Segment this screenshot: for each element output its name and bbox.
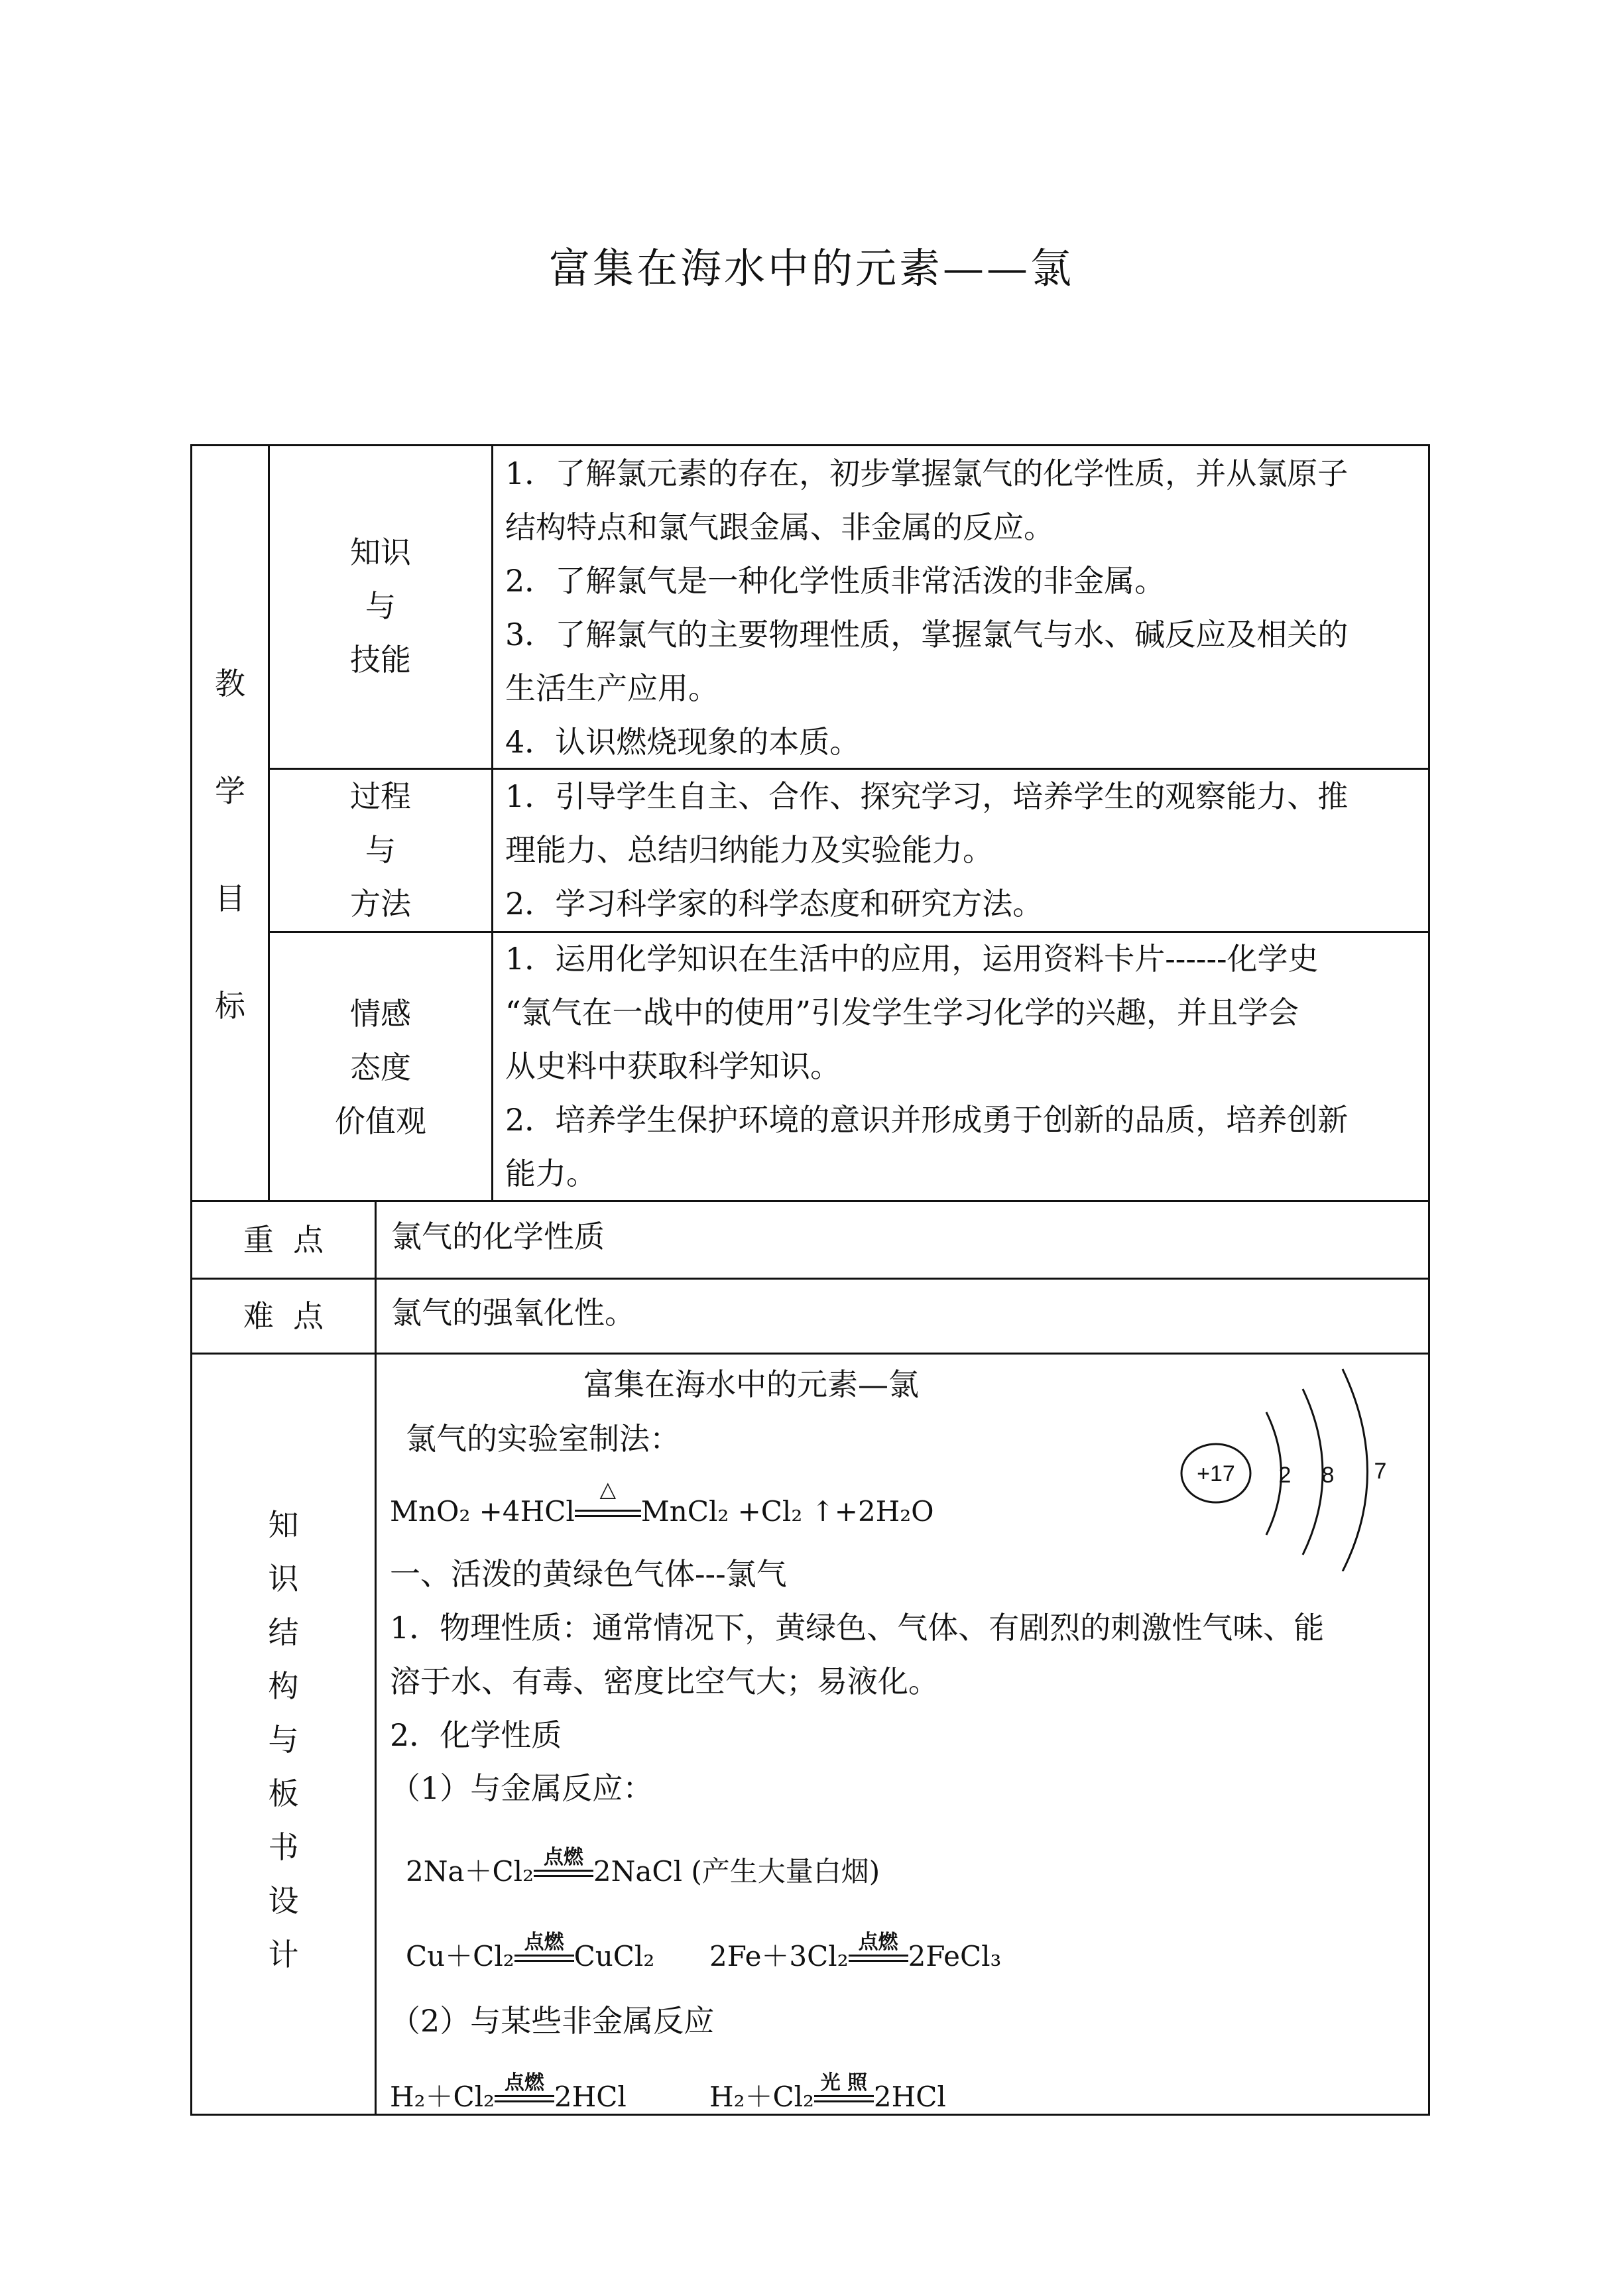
equation-lab-prep: MnO₂ +4HCl △ MnCl₂ +Cl₂ ↑+2H₂O [390,1477,934,1528]
goals-label-char: 标 [215,988,245,1024]
difficulty-text: 氯气的强氧化性。 [391,1295,635,1331]
board-heading: 富集在海水中的元素—氯 [583,1366,919,1402]
emotion-label: 情感 态度 价值观 [335,996,426,1139]
lab-prep-title: 氯气的实验室制法： [406,1421,680,1457]
metal-reaction-title: （1）与金属反应： [390,1770,654,1806]
equation-na: 2Na＋Cl₂ 点燃 2NaCl (产生大量白烟) [406,1846,880,1888]
shell-electrons: 8 [1321,1463,1335,1488]
electron-shell [1303,1389,1323,1555]
process-content: 1．引导学生自主、合作、探究学习，培养学生的观察能力、推 理能力、总结归纳能力及实验能力。 2．学习科学家的科学态度和研究方法。 [505,778,1349,922]
nonmetal-reaction-title: （2）与某些非金属反应 [390,2003,715,2039]
goals-label-char: 目 [215,880,245,916]
difficulty-label: 难 点 [243,1298,324,1334]
equation-fe: 2Fe＋3Cl₂ 点燃 2FeCl₃ [709,1931,1002,1972]
section-title: 一、活泼的黄绿色气体---氯气 [390,1556,787,1592]
goals-label-char: 教 [215,666,245,701]
chemical-title: 2．化学性质 [390,1717,562,1753]
equation-cu: Cu＋Cl₂ 点燃 CuCl₂ [406,1931,655,1972]
key-point-label: 重 点 [243,1222,324,1258]
shell-electrons: 7 [1374,1459,1387,1484]
goals-label [192,630,268,1059]
equation-h2-light: H₂＋Cl₂ 光 照 2HCl [709,2071,946,2113]
goals-label-char: 学 [215,773,245,809]
process-label: 过程 与 方法 [350,778,411,922]
emotion-content: 1．运用化学知识在生活中的应用，运用资料卡片------化学史 “氯气在一战中的使用”引发学生学习化学的兴趣，并且学会 从史料中获取科学知识。 2．培养学生保护环境的意识并形成勇于创新的品质，培养创新 能力。 [505,941,1349,1191]
electron-shell [1343,1369,1368,1571]
page-title: 富集在海水中的元素——氯 [548,244,1074,292]
knowledge-label: 知识 与 技能 [350,534,411,678]
chlorine-atom-diagram [1167,1359,1419,1571]
key-point-text: 氯气的化学性质 [391,1219,605,1254]
nucleus-charge: +17 [1197,1461,1235,1486]
board-label: 知 识 结 构 与 板 书 设 计 [268,1507,299,1972]
shell-electrons: 2 [1278,1463,1292,1488]
knowledge-content: 1．了解氯元素的存在，初步掌握氯气的化学性质，并从氯原子 结构特点和氯气跟金属、非金属的反应。 2．了解氯气是一种化学性质非常活泼的非金属。 3．了解氯气的主要物理性质，掌握氯气与水、碱反应及相关的 生活生产应用。 4．认识燃烧现象的本质。 [505,455,1349,760]
physical-properties: 1．物理性质：通常情况下，黄绿色、气体、有剧烈的刺激性气味、能 溶于水、有毒、密度比空气大；易液化。 [390,1610,1325,1699]
equation-h2-ignite: H₂＋Cl₂ 点燃 2HCl [390,2071,627,2113]
